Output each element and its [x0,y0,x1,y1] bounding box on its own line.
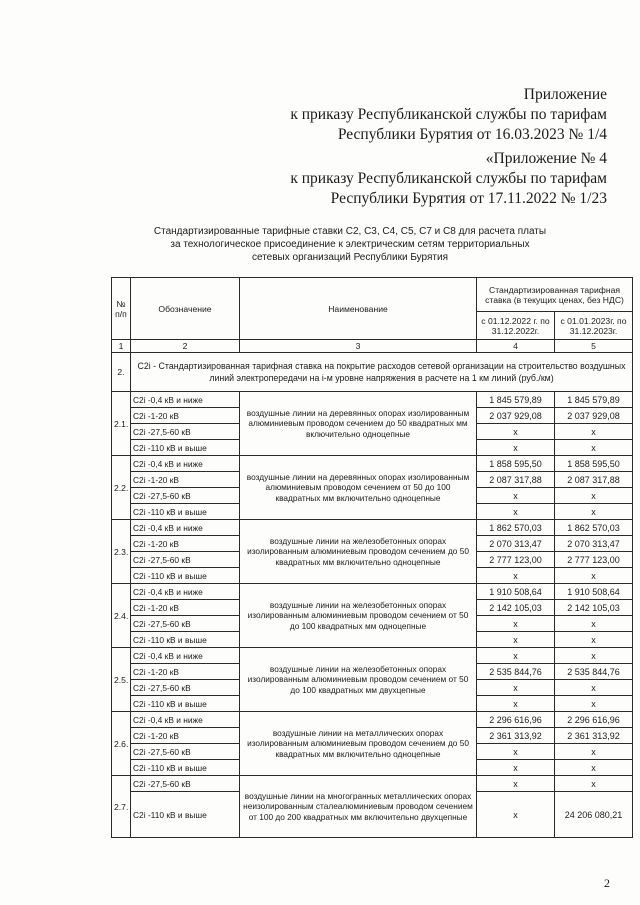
rate-2023-cell: x [555,568,633,584]
line-description: воздушные линии на металлических опорах изолированным алюминиевым проводом сечением до 50 квадратных мм включительно одноцепные [240,712,477,776]
table-row [112,776,633,792]
header-designation: Обозначение [131,278,240,340]
header-period-1: с 01.12.2022 г. по 31.12.2022г. [477,312,555,340]
colnum-4: 4 [477,340,555,353]
rate-2022-cell: 2 535 844,76 [477,664,555,680]
rate-2022-cell: 2 296 616,96 [477,712,555,728]
line-description: воздушные линии на многогранных металлических опорах неизолированным сталеалюминиевым проводом сечением от 100 до 200 квадратных мм включительно двухцепные [240,776,477,838]
header-line-5: к приказу Республиканской службы по тарифам [290,170,607,187]
designation-cell: C2i -0,4 кВ и ниже [131,456,240,472]
rate-2022-cell: x [477,440,555,456]
rate-2023-cell: 2 296 616,96 [555,712,633,728]
designation-cell: C2i -0,4 кВ и ниже [131,520,240,536]
header-line-4: «Приложение № 4 [485,150,607,167]
colnum-3: 3 [240,340,477,353]
rate-2023-cell: x [555,760,633,776]
designation-cell: C2i -1-20 кВ [131,664,240,680]
designation-cell: C2i -110 кВ и выше [131,568,240,584]
header-line-2: к приказу Республиканской службы по тарифам [290,106,607,123]
group-num: 2.7. [112,776,131,838]
rate-2023-cell: 2 535 844,76 [555,664,633,680]
rate-2022-cell: 2 361 313,92 [477,728,555,744]
rate-2022-cell: x [477,648,555,664]
rate-2023-cell: 1 845 579,89 [555,392,633,408]
header-line-3: Республики Бурятия от 16.03.2023 № 1/4 [337,126,607,143]
rate-2022-cell: x [477,424,555,440]
rate-2023-cell: 2 070 313,47 [555,536,633,552]
rate-2023-cell: 1 862 570,03 [555,520,633,536]
designation-cell: C2i -110 кВ и выше [131,440,240,456]
designation-cell: C2i -1-20 кВ [131,472,240,488]
designation-cell: C2i -0,4 кВ и ниже [131,392,240,408]
rate-2023-cell: 24 206 080,21 [555,792,633,838]
colnum-1: 1 [112,340,131,353]
rate-2022-cell: 2 777 123,00 [477,552,555,568]
colnum-2: 2 [131,340,240,353]
designation-cell: C2i -1-20 кВ [131,728,240,744]
rate-2022-cell: x [477,680,555,696]
group-num: 2.2. [112,456,131,520]
page-number: 2 [604,876,610,890]
section-num: 2. [112,353,131,392]
rate-2022-cell: 2 087 317,88 [477,472,555,488]
line-description: воздушные линии на деревянных опорах изолированным алюминиевым проводом сечением от 50 до 100 квадратных мм включительно одноцепные [240,456,477,520]
header-rate: Стандартизированная тарифная ставка (в текущих ценах, без НДС) [477,278,633,312]
rate-2022-cell: x [477,744,555,760]
line-description: воздушные линии на железобетонных опорах изолированным алюминиевым проводом сечением от 50 до 100 квадратных мм двухцепные [240,648,477,712]
designation-cell: C2i -27,5-60 кВ [131,488,240,504]
rate-2022-cell: 2 070 313,47 [477,536,555,552]
rate-2022-cell: 1 910 508,64 [477,584,555,600]
rate-2023-cell: x [555,680,633,696]
rate-2023-cell: 2 777 123,00 [555,552,633,568]
designation-cell: C2i -27,5-60 кВ [131,424,240,440]
title-line-2: за технологическое присоединение к электрическим сетям территориальных [170,239,530,250]
group-num: 2.6. [112,712,131,776]
designation-cell: C2i -110 кВ и выше [131,696,240,712]
designation-cell: C2i -27,5-60 кВ [131,744,240,760]
header-name: Наименование [240,278,477,340]
table-row [112,392,633,408]
designation-cell: C2i -27,5-60 кВ [131,776,240,792]
designation-cell: C2i -110 кВ и выше [131,792,240,838]
rate-2023-cell: 2 037 929,08 [555,408,633,424]
designation-cell: C2i -27,5-60 кВ [131,616,240,632]
group-num: 2.3. [112,520,131,584]
designation-cell: C2i -1-20 кВ [131,600,240,616]
line-description: воздушные линии на железобетонных опорах изолированным алюминиевым проводом сечением до 50 квадратных мм включительно одноцепные [240,520,477,584]
tariff-table [111,277,633,838]
designation-cell: C2i -0,4 кВ и ниже [131,648,240,664]
table-row [112,456,633,472]
rate-2023-cell: 2 142 105,03 [555,600,633,616]
designation-cell: C2i -0,4 кВ и ниже [131,584,240,600]
table-row [112,520,633,536]
document-header [290,85,607,209]
rate-2023-cell: x [555,632,633,648]
designation-cell: C2i -110 кВ и выше [131,760,240,776]
document-title [140,225,560,264]
rate-2022-cell: x [477,488,555,504]
rate-2023-cell: 2 087 317,88 [555,472,633,488]
rate-2023-cell: 1 910 508,64 [555,584,633,600]
table-row [112,584,633,600]
rate-2023-cell: x [555,744,633,760]
designation-cell: C2i -0,4 кВ и ниже [131,712,240,728]
title-line-3: сетевых организаций Республики Бурятия [251,252,448,263]
designation-cell: C2i -1-20 кВ [131,536,240,552]
rate-2022-cell: 1 845 579,89 [477,392,555,408]
rate-2022-cell: 1 858 595,50 [477,456,555,472]
rate-2022-cell: x [477,616,555,632]
rate-2022-cell: 2 142 105,03 [477,600,555,616]
header-num: № п/п [112,278,131,340]
colnum-5: 5 [555,340,633,353]
group-num: 2.1. [112,392,131,456]
designation-cell: C2i -110 кВ и выше [131,504,240,520]
rate-2022-cell: x [477,696,555,712]
rate-2023-cell: x [555,488,633,504]
rate-2023-cell: x [555,696,633,712]
rate-2022-cell: x [477,760,555,776]
rate-2022-cell: x [477,504,555,520]
rate-2022-cell: 1 862 570,03 [477,520,555,536]
rate-2023-cell: x [555,648,633,664]
table-row [112,648,633,664]
group-num: 2.4. [112,584,131,648]
rate-2022-cell: x [477,568,555,584]
rate-2022-cell: x [477,792,555,838]
rate-2023-cell: x [555,504,633,520]
designation-cell: C2i -110 кВ и выше [131,632,240,648]
rate-2023-cell: 1 858 595,50 [555,456,633,472]
line-description: воздушные линии на деревянных опорах изолированным алюминиевым проводом сечением до 50 квадратных мм включительно одноцепные [240,392,477,456]
group-num: 2.5. [112,648,131,712]
designation-cell: C2i -27,5-60 кВ [131,552,240,568]
line-description: воздушные линии на железобетонных опорах изолированным алюминиевым проводом сечением от 50 до 100 квадратных мм одноцепные [240,584,477,648]
designation-cell: C2i -27,5-60 кВ [131,680,240,696]
header-line-6: Республики Бурятия от 17.11.2022 № 1/23 [330,190,607,207]
rate-2023-cell: x [555,616,633,632]
rate-2023-cell: x [555,440,633,456]
header-period-2: с 01.01.2023г. по 31.12.2023г. [555,312,633,340]
rate-2023-cell: x [555,424,633,440]
header-line-1: Приложение [523,86,607,103]
rate-2022-cell: 2 037 929,08 [477,408,555,424]
rate-2022-cell: x [477,776,555,792]
table-row [112,712,633,728]
section-title: C2i - Стандартизированная тарифная ставка на покрытие расходов сетевой организации на строительство воздушных линий электропередачи на i-м уровне напряжения в расчете на 1 км линий (руб./км) [131,353,633,392]
title-line-1: Стандартизированные тарифные ставки C2, C3, C4, C5, C7 и C8 для расчета платы [153,226,547,237]
rate-2023-cell: x [555,776,633,792]
rate-2022-cell: x [477,632,555,648]
designation-cell: C2i -1-20 кВ [131,408,240,424]
rate-2023-cell: 2 361 313,92 [555,728,633,744]
